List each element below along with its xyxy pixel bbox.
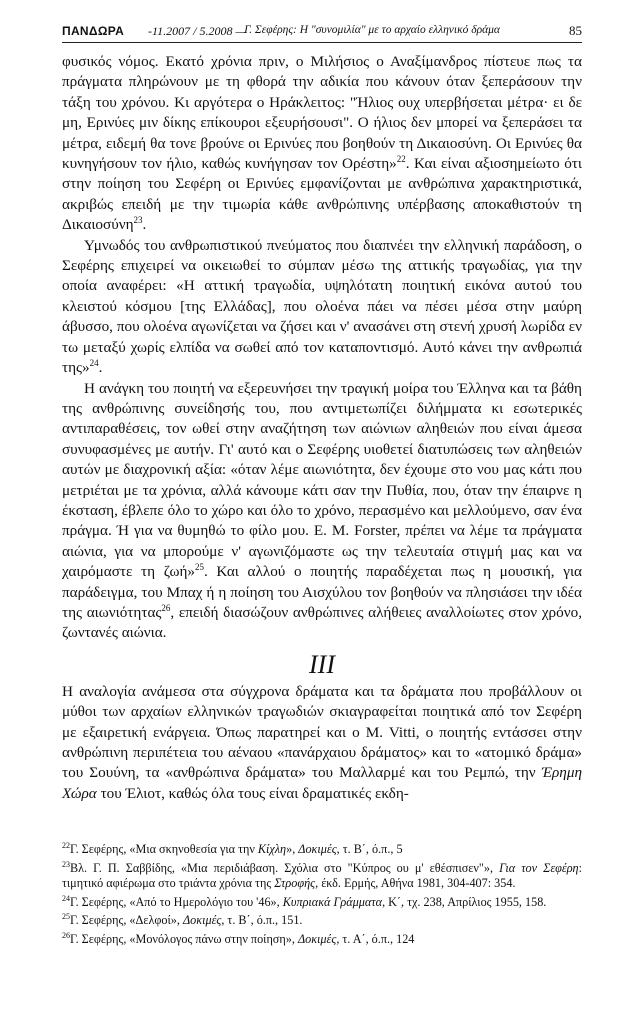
footnote: $^{26}$Γ. Σεφέρης, «Μονόλογος πάνω στην ποίηση», Δοκιμές, τ. Α΄, ό.π., 124: [62, 930, 415, 946]
footnote-ref: 24: [89, 358, 99, 369]
paragraph: Η ανάγκη του ποιητή να εξερευνήσει την τραγική μοίρα του Έλληνα και τα βάθη της ανθρώπινης συνείδησής του, που αντιμετωπίζει διλήμματα κι εσωτερικές αντιπαραθέσεις, τον ωθεί στην αναζήτηση των αιώνιων αληθειών που είναι άμεσα συνυφασμένες με αυτήν. Γι' αυτό και ο Σεφέρης υιοθετεί διατυπώσεις των αληθειών αυτών με διαχρονική αξία: «όταν λέμε αιωνιότητα, δεν έχουμε στο νου μας κάτι που μετριέται με τα χρόνια, αλλά κάνουμε κάτι σαν την Πυθία, που, όταν την έπαιρνε η έκσταση, έβλεπε όλο το χώρο και όλο το χρόνο, περασμένο και μελλούμενο, σαν ένα πράγμα. Ή για να θυμηθώ το φίλο μου. E. M. Forster, πρέπει να λέμε τα πράγματα αιώνια, για να μπορούμε ν' αγωνιζόμαστε ως την τελευταία στιγμή μας και να χαιρόμαστε τη ζωή»$^{25}$. Και αλλού ο ποιητής παραδέχεται πως η μουσική, για παράδειγμα, του Μπαχ ή η ποίηση του Αισχύλου τον βοηθούν να πλησιάσει την ιδέα της αιωνιότητας$^{26}$, επειδή διασώζουν ανθρώπινες αλήθειες αναλλοίωτες στον χρόνο, ζωντανές αιώνια.: [62, 379, 582, 642]
page-number: 85: [569, 23, 582, 38]
footnote: $^{22}$Γ. Σεφέρης, «Μια σκηνοθεσία για την Κίχλη», Δοκιμές, τ. Β΄, ό.π., 5: [62, 841, 403, 857]
page: [62, 18, 582, 947]
footnote-ref: 23: [133, 215, 143, 226]
footnote-ref: 25: [195, 562, 204, 573]
paragraph: φυσικός νόμος. Εκατό χρόνια πριν, ο Μιλήσιος ο Αναξίμανδρος πίστευε πως τα πράγματα πληρώνουν με τη φθορά την αδικία που κάνουν όταν ξεπεράσουν την τάξη του χρόνου. Κι αργότερα ο Ηράκλειτος: "Ήλιος ουχ υπερβήσεται μέτρα· ει δε μη, Ερινύες μιν δίκης επίκουροι εξευρήσουσι". Ο ήλιος δεν μπορεί να ξεπεράσει τα μέτρα, ειδεμή θα τονε βρούνε οι Ερινύες που βοηθούν τη Δικαιοσύνη. Οι Ερινύες θα κυνηγήσουν τον ήλιο, καθώς κυνήγησαν τον Ορέστη»$^{22}$. Και είναι αξιοσημείωτο ότι στην ποίηση του Σεφέρη οι Ερινύες εμφανίζονται με ανθρώπινα χαρακτηριστικά, ακριβώς επειδή με την τιμωρία κάθε ανθρώπινης υπέρβασης αποκαθιστούν τη Δικαιοσύνη$^{23}$.: [62, 53, 582, 234]
footnote-ref: 22: [396, 153, 406, 164]
article-body: [62, 52, 582, 804]
journal-issue: -11.2007 / 5.2008 —: [148, 24, 247, 38]
section-heading: III: [309, 649, 335, 679]
footnote: $^{23}$Βλ. Γ. Π. Σαββίδης, «Μια περιδιάβαση. Σχόλια στο "Κύπρος ου μ' εθέσπισεν"», Για τον Σεφέρη: τιμητικό αφιέρωμα στο τριάντα χρόνια της Στροφής, έκδ. Ερμής, Αθήνα 1981, 304-407: 354.: [62, 859, 582, 891]
paragraph: Η αναλογία ανάμεσα στα σύγχρονα δράματα και τα δράματα που προβάλλουν οι μύθοι των αρχαίων ελληνικών τραγωδιών σκιαγραφείται ποιητικά από τον Σεφέρη με εξαιρετική ενάργεια. Όπως παρατηρεί και ο M. Vitti, ο ποιητής εντάσσει στην ανθρώπινη περιπέτεια του αέναου «πανάρχαιου δράματος» και το «ατομικό δράμα» του Σουύνη, τα «ανθρώπινα δράματα» του Μαλλαρμέ και του Ρεμπώ, την Έρημη Χώρα του Έλιοτ, καθώς όλα τους είναι δραματικές εκδη-: [62, 682, 582, 802]
paragraph: Υμνωδός του ανθρωπιστικού πνεύματος που διαπνέει την ελληνική παράδοση, ο Σεφέρης επιχειρεί να οικειωθεί το σύμπαν μέσω της αττικής τραγωδίας, για την οποία αναφέρει: «Η αττική τραγωδία, υψηλότατη ποιητική εικόνα αυτού του κλειστού κόσμου [της Ελλάδας], που ολοένα πάει να πέσει μέσα στην μαύρη άβυσσο, που ολοένα αγωνίζεται να ζήσει και ν' ανασάνει στη στενή χρυσή λωρίδα εν τω μεταξύ χωρίς ελπίδα να σωθεί από τον καταποντισμό. Αυτό κάνει την ανθρωπιά της»$^{24}$.: [62, 236, 582, 377]
footnotes: [62, 842, 582, 947]
running-title: Γ. Σεφέρης: Η "συνομιλία" με το αρχαίο ελληνικό δράμα: [244, 24, 500, 36]
running-header: [62, 18, 582, 46]
footnote: $^{25}$Γ. Σεφέρης, «Δελφοί», Δοκιμές, τ. Β΄, ό.π., 151.: [62, 912, 303, 928]
footnote: $^{24}$Γ. Σεφέρης, «Από το Ημερολόγιο του '46», Κυπριακά Γράμματα, Κ΄, τχ. 238, Απρίλιος 1955, 158.: [62, 893, 547, 909]
header-rule: [62, 42, 582, 43]
footnote-ref: 26: [161, 602, 171, 613]
journal-name: ΠΑΝΔΩΡΑ: [62, 24, 125, 38]
